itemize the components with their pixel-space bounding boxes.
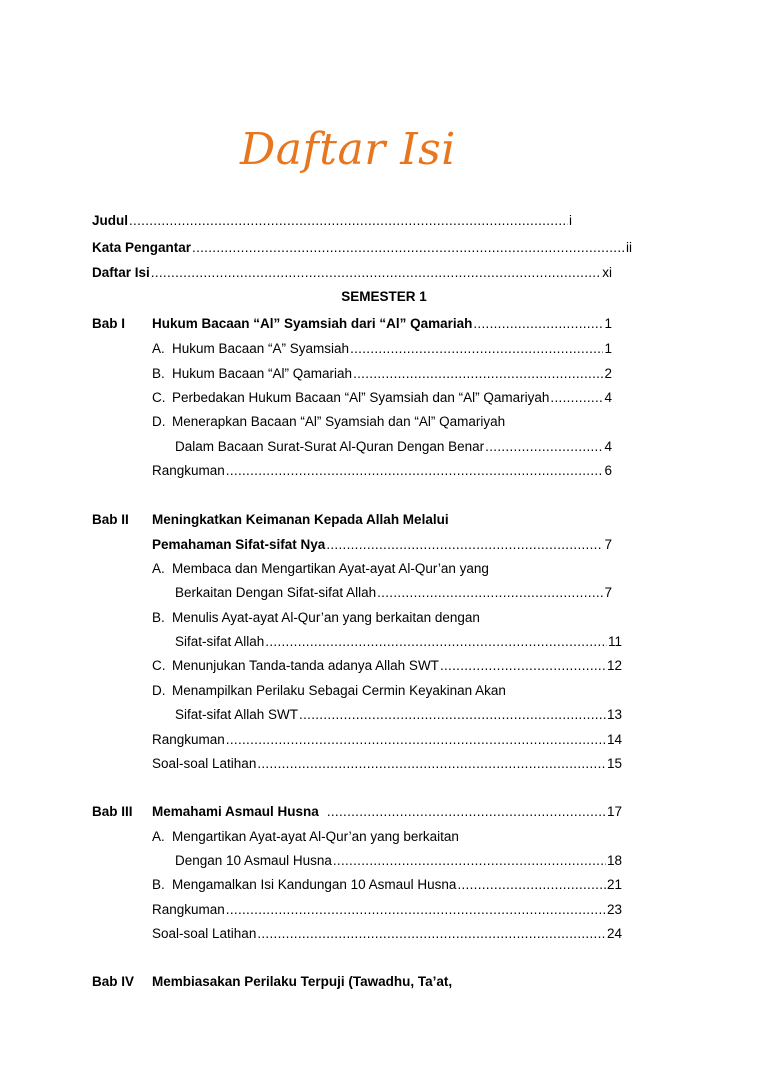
toc-entry-page: 7	[604, 537, 612, 552]
chapter-title-text: Hukum Bacaan “Al” Syamsiah dari “Al” Qamariah	[152, 316, 473, 331]
toc-entry-daftar-isi[interactable]	[92, 265, 612, 281]
toc-subitem[interactable]	[152, 341, 612, 357]
dot-leader	[485, 439, 603, 455]
chapter-title-text: Memahami Asmaul Husna	[152, 804, 319, 819]
toc-subitem-first-line[interactable]	[152, 561, 489, 577]
dot-leader	[151, 265, 601, 281]
dot-leader	[457, 877, 606, 893]
chapter-title-bab-1[interactable]	[152, 316, 612, 332]
page-title: Daftar Isi	[240, 124, 456, 175]
toc-entry-page: xi	[602, 265, 612, 280]
toc-entry-judul[interactable]	[92, 213, 572, 229]
toc-entry-page: 21	[606, 877, 622, 892]
dot-leader	[226, 732, 606, 748]
toc-subitem-continuation[interactable]	[175, 707, 622, 723]
toc-entry-page: i	[569, 213, 572, 228]
toc-subitem-continuation[interactable]	[175, 853, 622, 869]
toc-entry-kata-pengantar[interactable]	[92, 240, 632, 256]
toc-entry-label: Daftar Isi	[92, 265, 150, 280]
toc-subitem-first-line[interactable]	[152, 829, 459, 845]
subitem-text: Menulis Ayat-ayat Al-Qur’an yang berkaitan dengan	[172, 610, 480, 625]
toc-entry-page: 17	[606, 804, 622, 819]
toc-subitem[interactable]	[152, 658, 622, 674]
dot-leader	[327, 804, 606, 820]
toc-soal-latihan[interactable]	[152, 756, 622, 772]
subitem-text: Hukum Bacaan “A” Syamsiah	[172, 341, 350, 356]
toc-entry-label: Kata Pengantar	[92, 240, 192, 255]
subitem-text: Sifat-sifat Allah	[175, 634, 265, 649]
toc-entry-page: 6	[604, 463, 612, 478]
toc-soal-latihan[interactable]	[152, 926, 622, 942]
dot-leader	[326, 537, 603, 553]
dot-leader	[350, 341, 603, 357]
toc-rangkuman[interactable]	[152, 902, 622, 918]
toc-subitem[interactable]	[152, 366, 612, 382]
toc-entry-page: 11	[607, 634, 622, 649]
toc-subitem[interactable]	[152, 390, 612, 406]
subitem-letter: A.	[152, 561, 165, 576]
subitem-text: Mengamalkan Isi Kandungan 10 Asmaul Husna	[172, 877, 457, 892]
dot-leader	[226, 463, 604, 479]
subitem-text: Dengan 10 Asmaul Husna	[175, 853, 332, 868]
toc-entry-label: Judul	[92, 213, 128, 228]
subitem-text: Dalam Bacaan Surat-Surat Al-Quran Dengan Benar	[175, 439, 485, 454]
subitem-letter: B.	[152, 877, 165, 892]
chapter-title-text: Pemahaman Sifat-sifat Nya	[152, 537, 326, 552]
subitem-text: Menunjukan Tanda-tanda adanya Allah SWT	[172, 658, 439, 673]
subitem-text: Menampilkan Perilaku Sebagai Cermin Keyakinan Akan	[172, 683, 506, 698]
toc-entry-page: 12	[606, 658, 622, 673]
toc-entry-page: 23	[606, 902, 622, 917]
dot-leader	[550, 390, 603, 406]
dot-leader	[257, 926, 606, 942]
subitem-text: Rangkuman	[152, 902, 225, 917]
chapter-title-bab-3[interactable]	[152, 804, 622, 820]
semester-heading: SEMESTER 1	[341, 289, 427, 304]
chapter-number: Bab II	[92, 512, 129, 527]
subitem-text: Soal-soal Latihan	[152, 926, 257, 941]
subitem-letter: D.	[152, 414, 166, 429]
subitem-letter: D.	[152, 683, 166, 698]
subitem-text: Berkaitan Dengan Sifat-sifat Allah	[175, 585, 377, 600]
subitem-letter: B.	[152, 610, 165, 625]
dot-leader	[473, 316, 603, 332]
toc-entry-page: 24	[606, 926, 622, 941]
dot-leader	[299, 707, 606, 723]
subitem-text: Membaca dan Mengartikan Ayat-ayat Al-Qur’an yang	[172, 561, 489, 576]
subitem-text: Sifat-sifat Allah SWT	[175, 707, 299, 722]
dot-leader	[192, 240, 625, 256]
toc-subitem-first-line[interactable]	[152, 683, 506, 699]
dot-leader	[129, 213, 568, 229]
subitem-letter: A.	[152, 829, 165, 844]
chapter-number: Bab I	[92, 316, 126, 331]
chapter-title-bab-2-line-2[interactable]	[152, 537, 612, 553]
chapter-number: Bab III	[92, 804, 133, 819]
subitem-text: Mengartikan Ayat-ayat Al-Qur’an yang berkaitan	[172, 829, 459, 844]
subitem-text: Soal-soal Latihan	[152, 756, 257, 771]
toc-entry-page: 14	[606, 732, 622, 747]
chapter-title-bab-4[interactable]: Membiasakan Perilaku Terpuji (Tawadhu, Ta’at,	[152, 974, 453, 989]
toc-entry-page: 15	[606, 756, 622, 771]
chapter-title-bab-2-line-1[interactable]: Meningkatkan Keimanan Kepada Allah Melalui	[152, 512, 449, 527]
dot-leader	[377, 585, 603, 601]
toc-entry-page: 1	[604, 341, 612, 356]
subitem-letter: C.	[152, 658, 166, 673]
toc-entry-page: 7	[604, 585, 612, 600]
toc-subitem[interactable]	[152, 877, 622, 893]
dot-leader	[353, 366, 603, 382]
toc-subitem-continuation[interactable]	[175, 585, 612, 601]
toc-entry-page: ii	[626, 240, 632, 255]
toc-entry-page: 1	[604, 316, 612, 331]
toc-entry-page: 4	[604, 390, 612, 405]
dot-leader	[226, 902, 606, 918]
subitem-letter: C.	[152, 390, 166, 405]
toc-rangkuman[interactable]	[152, 732, 622, 748]
dot-leader	[333, 853, 606, 869]
toc-entry-page: 2	[604, 366, 612, 381]
subitem-text: Menerapkan Bacaan “Al” Syamsiah dan “Al” Qamariyah	[172, 414, 506, 429]
subitem-letter: B.	[152, 366, 165, 381]
subitem-text: Perbedakan Hukum Bacaan “Al” Syamsiah dan “Al” Qamariyah	[172, 390, 550, 405]
toc-subitem-first-line[interactable]	[152, 414, 505, 430]
subitem-text: Rangkuman	[152, 732, 225, 747]
dot-leader	[257, 756, 606, 772]
subitem-letter: A.	[152, 341, 165, 356]
chapter-number: Bab IV	[92, 974, 135, 989]
toc-entry-page: 4	[604, 439, 612, 454]
dot-leader	[440, 658, 606, 674]
toc-entry-page: 18	[606, 853, 622, 868]
dot-leader	[265, 634, 607, 650]
toc-subitem-first-line[interactable]	[152, 610, 480, 626]
toc-subitem-continuation[interactable]	[175, 439, 612, 455]
toc-subitem-continuation[interactable]	[175, 634, 622, 650]
toc-entry-page: 13	[606, 707, 622, 722]
toc-rangkuman[interactable]	[152, 463, 612, 479]
subitem-text: Rangkuman	[152, 463, 225, 478]
subitem-text: Hukum Bacaan “Al” Qamariah	[172, 366, 353, 381]
